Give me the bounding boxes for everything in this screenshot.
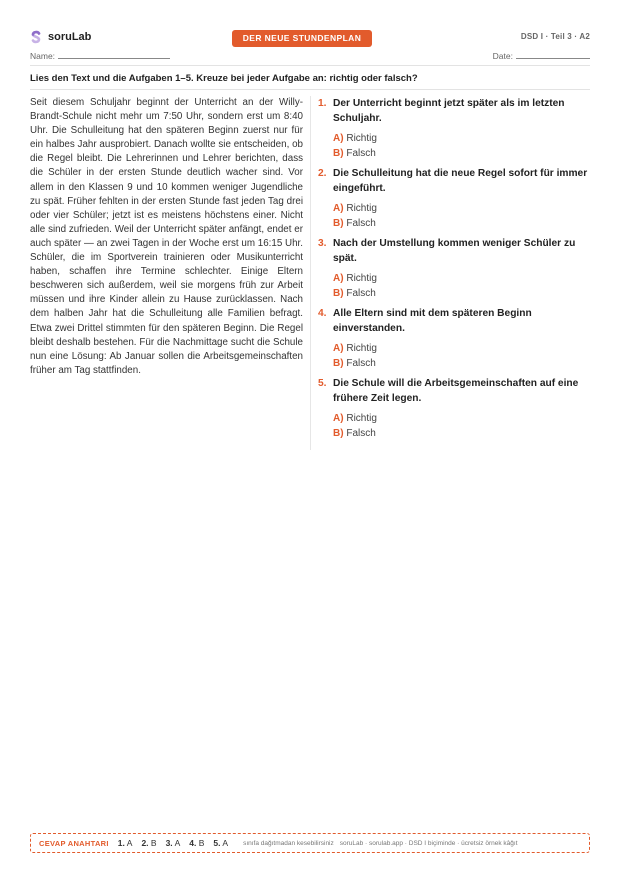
answer-item: 4. B [189,838,205,848]
option-label: Richtig [346,343,377,354]
option-letter: A) [333,133,344,144]
question-text: Alle Eltern sind mit dem späteren Beginn einverstanden. [333,308,532,334]
option-label: Falsch [346,148,376,159]
option-b[interactable] [333,356,590,371]
question-number: 1. [318,98,327,109]
question-text: Die Schulleitung hat die neue Regel sofort für immer eingeführt. [333,168,588,194]
question-list [318,97,590,447]
option-a[interactable] [333,201,590,216]
name-underline [58,50,170,59]
option-b[interactable] [333,146,590,161]
option-a[interactable] [333,411,590,426]
option-letter: A) [333,413,344,424]
option-letter: B) [333,218,344,229]
answer-item: 1. A [117,838,133,848]
question-text: Die Schule will die Arbeitsgemeinschaften auf eine frühere Zeit legen. [333,378,579,404]
option-label: Falsch [346,288,376,299]
question-3 [318,237,590,301]
question-number: 5. [318,378,327,389]
question-text: Nach der Umstellung kommen weniger Schüler zu spät. [333,238,576,264]
answer-key-label: CEVAP ANAHTARI [39,838,109,848]
option-letter: B) [333,148,344,159]
date-label: Date: [492,51,513,61]
option-b[interactable] [333,216,590,231]
exam-tag: DSD I · Teil 3 · A2 [520,32,590,41]
option-letter: B) [333,428,344,439]
logo-text: soruLab [48,31,92,43]
date-field[interactable] [493,50,590,61]
option-letter: A) [333,343,344,354]
option-label: Falsch [346,358,376,369]
name-field[interactable] [30,50,170,61]
answer-key [30,833,590,853]
question-number: 3. [318,238,327,249]
question-number: 4. [318,308,327,319]
option-a[interactable] [333,271,590,286]
option-letter: A) [333,203,344,214]
option-letter: B) [333,358,344,369]
question-number: 2. [318,168,327,179]
brand-logo [30,30,91,44]
option-b[interactable] [333,286,590,301]
reading-text: Seit diesem Schuljahr beginnt der Unterricht an der Willy-Brandt-Schule nicht mehr um 7:50 Uhr, sondern erst um 8:40 Uhr. Die Schulleitung hat den späteren Beginn zuerst nur für ein halbes Jahr ausprobiert. Danach wollte sie entscheiden, ob die Regel bleibt. Die Lehrerinnen und Lehrer berichten, dass die Schüler in der ersten Stunde deutlich wacher sind. Vor allem in den Klassen 9 und 10 kommen weniger Jugendliche zu spät. Früher fehlten in der ersten Stunde fast jeden Tag drei oder vier Schüler; jetzt ist es meistens höchstens einer. Nicht alle sind zufrieden. Weil der Unterricht später anfängt, endet er auch später — an zwei Tagen in der Woche erst um 16:15 Uhr. Schüler, die im Sportverein trainieren oder Musikunterricht haben, schaffen ihre Termine schlechter. Einige Eltern beschweren sich außerdem, weil sie morgens früh zur Arbeit müssen und ihre Kinder allein zu Hause zurücklassen. Nach dem halben Jahr hat die Schulleitung alle Familien befragt. Etwa zwei Drittel stimmten für den späteren Beginn. Die Regel bleibt deshalb bestehen. Für die Nachmittage sucht die Schule nun eine Lösung: Ab Januar sollen die Arbeitsgemeinschaften früher am Tag stattfinden. [30,97,303,376]
option-letter: A) [333,273,344,284]
option-label: Falsch [346,218,376,229]
option-a[interactable] [333,131,590,146]
date-underline [516,50,590,59]
divider [30,65,590,66]
answer-item: 2. B [141,838,157,848]
option-label: Richtig [346,273,377,284]
divider [30,89,590,90]
option-letter: B) [333,288,344,299]
column-divider [310,96,311,450]
sorulab-logo-icon [30,30,42,44]
option-label: Falsch [346,428,376,439]
question-5 [318,377,590,441]
option-label: Richtig [346,413,377,424]
instruction: Lies den Text und die Aufgaben 1–5. Kreuze bei jeder Aufgabe an: richtig oder falsch? [30,73,418,84]
question-1 [318,97,590,161]
name-label: Name: [30,51,56,61]
page-header [30,28,590,50]
answer-item: 3. A [165,838,181,848]
answer-item: 5. A [213,838,229,848]
option-label: Richtig [346,203,377,214]
option-b[interactable] [333,426,590,441]
question-text: Der Unterricht beginnt jetzt später als im letzten Schuljahr. [333,98,565,124]
cut-note: sınıfa dağıtmadan kesebilirsiniz [243,839,334,847]
question-2 [318,167,590,231]
site-credit: soruLab · sorulab.app · DSD I biçiminde · ücretsiz örnek kâğıt [339,839,518,847]
option-label: Richtig [346,133,377,144]
option-a[interactable] [333,341,590,356]
question-4 [318,307,590,371]
title-badge: DER NEUE STUNDENPLAN [232,30,372,47]
